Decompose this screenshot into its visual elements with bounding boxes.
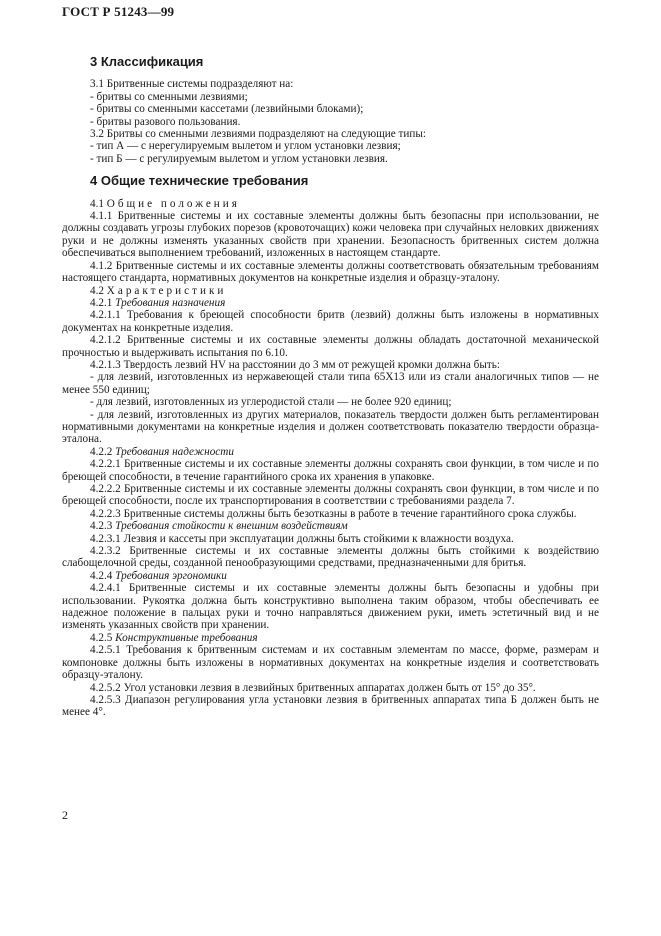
clause-4-2-2-heading <box>62 446 599 458</box>
list-item: - тип Б — с регулируемым вылетом и углом установки лезвия. <box>90 152 388 165</box>
clause-title: Требования стойкости к внешним воздействиям <box>115 520 348 533</box>
page-number: 2 <box>62 808 68 822</box>
clause-number: 4.2.3 <box>90 520 113 533</box>
list-item: - бритвы со сменными кассетами (лезвийными блоками); <box>90 103 364 116</box>
clause-number: 4.2.1 <box>90 296 113 309</box>
clause-4-2-1-3: 4.2.1.3 Твердость лезвий HV на расстоянии до 3 мм от режущей кромки должна быть: <box>90 358 500 371</box>
list-item: - тип А — с нерегулируемым вылетом и углом установки лезвия; <box>90 140 401 153</box>
list-item: - бритвы со сменными лезвиями; <box>90 90 248 103</box>
clause-4-2-5-2: 4.2.5.2 Угол установки лезвия в лезвийных бритвенных аппаратах должен быть от 15° до 35°. <box>90 681 536 694</box>
clause-4-2-2-3: 4.2.2.3 Бритвенные системы должны быть безотказны в работе в течение гарантийного срока службы. <box>90 507 577 520</box>
list-item: - для лезвий, изготовленных из нержавеющей стали типа 65Х13 или из стали аналогичных типов — не менее 550 единиц; <box>62 371 599 396</box>
clause-4-2-3-2: 4.2.3.2 Бритвенные системы и их составные элементы должны быть стойкими к воздействию слабощелочной среды, созданной пенообразующими средствами, предназначенными для бритья. <box>62 545 599 570</box>
clause-4-2-1-2: 4.2.1.2 Бритвенные системы и их составные элементы должны обладать достаточной механической прочностью и выдерживать испытания по 6.10. <box>62 334 599 359</box>
section-4-heading: 4 Общие технические требования <box>90 173 309 189</box>
section-3-heading: 3 Классификация <box>90 54 204 69</box>
clause-number: 4.2.4 <box>90 569 113 582</box>
list-item: - бритвы разового пользования. <box>90 115 241 128</box>
clause-number: 4.2.5 <box>90 631 113 644</box>
clause-4-2-4-1: 4.2.4.1 Бритвенные системы и их составные элементы должны быть безопасны и удобны при использовании. Рукоятка должна быть конструктивно выполнена таким образом, чтобы обеспечивать ее надежное положение в пальцах руки и точно направляться движением руки, иметь эстетичный вид и не изменять указанных свойств при хранении. <box>62 582 599 632</box>
clause-4-2-1-heading <box>62 297 599 309</box>
clause-3-1: 3.1 Бритвенные системы подразделяют на: <box>90 78 294 91</box>
document-body <box>62 56 599 719</box>
clause-title: Требования назначения <box>115 296 226 309</box>
clause-4-1-heading <box>62 198 599 210</box>
clause-4-2-5-1: 4.2.5.1 Требования к бритвенным системам и их составным элементам по массе, форме, размерам и компоновке должны быть изложены в нормативных документах на конкретные изделия и соответствовать образцу-эталону. <box>62 644 599 682</box>
clause-4-2-2-1: 4.2.2.1 Бритвенные системы и их составные элементы должны сохранять свои функции, в том числе и по бреющей способности, в течение гарантийного срока их хранения в упаковке. <box>62 458 599 483</box>
clause-title: Требования эргономики <box>115 569 227 582</box>
clause-4-1-1: 4.1.1 Бритвенные системы и их составные элементы должны быть безопасны при использовании, не должны создавать угрозы глубоких порезов (кровоточащих) кожи человека при случайных неловких движениях руки и не должны изменять указанных свойств при хранении. Безопасность бритвенных систем должна обеспечиваться выполнением требований, изложенных в настоящем стандарте. <box>62 210 599 260</box>
clause-number: 4.2 <box>90 284 104 297</box>
clause-number: 4.2.2 <box>90 445 113 458</box>
document-header: ГОСТ Р 51243—99 <box>62 4 175 19</box>
clause-title: Требования надежности <box>115 445 234 458</box>
clause-4-2-4-heading <box>62 570 599 582</box>
clause-number: 4.1 <box>90 197 104 210</box>
list-item: - для лезвий, изготовленных из углеродистой стали — не более 920 единиц; <box>90 396 452 409</box>
clause-4-2-5-3: 4.2.5.3 Диапазон регулирования угла установки лезвия в бритвенных аппаратах типа Б должен быть не менее 4°. <box>62 693 599 719</box>
clause-4-1-2: 4.1.2 Бритвенные системы и их составные элементы должны соответствовать обязательным требованиям настоящего стандарта, нормативных документов на конкретные изделия и образцу-эталону. <box>62 259 599 285</box>
clause-title: Конструктивные требования <box>115 631 258 644</box>
clause-4-2-3-1: 4.2.3.1 Лезвия и кассеты при эксплуатации должны быть стойкими к влажности воздуха. <box>90 532 514 545</box>
clause-4-2-3-heading <box>62 520 599 532</box>
clause-4-2-2-2: 4.2.2.2 Бритвенные системы и их составные элементы должны сохранять свои функции, в том числе и по бреющей способности, после их транспортирования в соответствии с требованиями раздела 7. <box>62 483 599 508</box>
clause-4-2-heading <box>62 285 599 297</box>
clause-title: Общие положения <box>106 197 240 210</box>
clause-4-2-1-1: 4.2.1.1 Требования к бреющей способности бритв (лезвий) должны быть изложены в нормативных документах на конкретные изделия. <box>62 309 599 334</box>
clause-4-2-5-heading <box>62 632 599 644</box>
clause-title: Характеристики <box>106 284 227 297</box>
list-item: - для лезвий, изготовленных из других материалов, показатель твердости должен быть регламентирован нормативными документами на конкретные изделия и должен соответствовать показателю твердости образца-эталона. <box>62 408 599 446</box>
clause-3-2: 3.2 Бритвы со сменными лезвиями подразделяют на следующие типы: <box>90 128 426 141</box>
